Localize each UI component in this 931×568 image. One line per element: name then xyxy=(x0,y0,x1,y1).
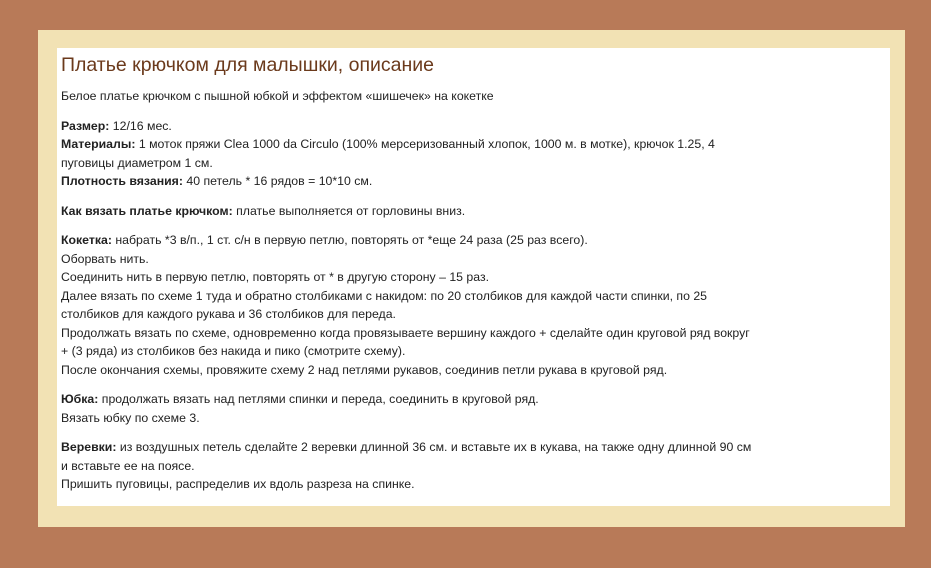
page-frame xyxy=(38,30,905,527)
yoke-line-6: Продолжать вязать по схеме, одновременно когда провязываете вершину каждого + сделайте один круговой ряд вокруг xyxy=(61,325,750,340)
yoke-section xyxy=(61,231,890,379)
yoke-line-8: После окончания схемы, провяжите схему 2 над петлями рукавов, соединив петли рукава в круговой ряд. xyxy=(61,362,668,377)
materials-line xyxy=(61,135,890,154)
ties-line-3: Пришить пуговицы, распределив их вдоль разреза на спинке. xyxy=(61,477,415,491)
yoke-line-5: столбиков для каждого рукава и 36 столбиков для переда. xyxy=(61,307,396,321)
howto-value: платье выполняется от горловины вниз. xyxy=(232,203,466,218)
size-label: Размер: xyxy=(61,118,110,133)
materials-label: Материалы: xyxy=(61,137,136,151)
yoke-line-7: + (3 ряда) из столбиков без накида и пико (смотрите схему). xyxy=(61,344,406,358)
skirt-value: продолжать вязать над петлями спинки и переда, соединить в круговой ряд. xyxy=(98,392,539,406)
density-value: 40 петель * 16 рядов = 10*10 см. xyxy=(182,174,373,188)
skirt-line-1 xyxy=(61,390,890,409)
yoke-line-3: Соединить нить в первую петлю, повторять от * в другую сторону – 15 раз. xyxy=(61,270,490,284)
yoke-value: набрать *3 в/п., 1 ст. с/н в первую петлю, повторять от *еще 24 раза (25 раз всего). xyxy=(111,233,588,247)
yoke-line-4: Далее вязать по схеме 1 туда и обратно столбиками с накидом: по 20 столбиков для каждой части спинки, по 25 xyxy=(61,288,708,303)
size-line xyxy=(61,117,890,136)
ties-label: Веревки: xyxy=(61,440,117,454)
howto-section xyxy=(61,202,890,221)
size-value: 12/16 мес. xyxy=(109,118,172,133)
article-body xyxy=(57,48,890,506)
ties-value: из воздушных петель сделайте 2 веревки длинной 36 см. и вставьте их в кукава, на также одну длинной 90 см xyxy=(116,440,752,454)
materials-line-2: пуговицы диаметром 1 см. xyxy=(61,155,213,170)
skirt-label: Юбка: xyxy=(61,392,99,406)
subtitle-text: Белое платье крючком с пышной юбкой и эффектом «шишечек» на кокетке xyxy=(61,89,494,103)
materials-value: 1 моток пряжи Clea 1000 da Circulo (100% мерсеризованный хлопок, 1000 м. в мотке), крючок 1.25, 4 xyxy=(135,137,715,151)
ties-line-2: и вставьте ее на поясе. xyxy=(61,458,195,473)
page-title: Платье крючком для малышки, описание xyxy=(61,54,434,76)
density-label: Плотность вязания: xyxy=(61,174,183,188)
ties-line-1 xyxy=(61,438,890,457)
howto-line xyxy=(61,202,890,221)
skirt-line-2: Вязать юбку по схеме 3. xyxy=(61,410,200,425)
skirt-section xyxy=(61,390,890,427)
density-line xyxy=(61,172,890,191)
subtitle xyxy=(61,87,890,106)
ties-section xyxy=(61,438,890,494)
yoke-line-1 xyxy=(61,231,890,250)
howto-label: Как вязать платье крючком: xyxy=(61,203,233,218)
yoke-label: Кокетка: xyxy=(61,233,112,247)
yoke-line-2: Оборвать нить. xyxy=(61,251,149,266)
specs-section xyxy=(61,117,890,191)
